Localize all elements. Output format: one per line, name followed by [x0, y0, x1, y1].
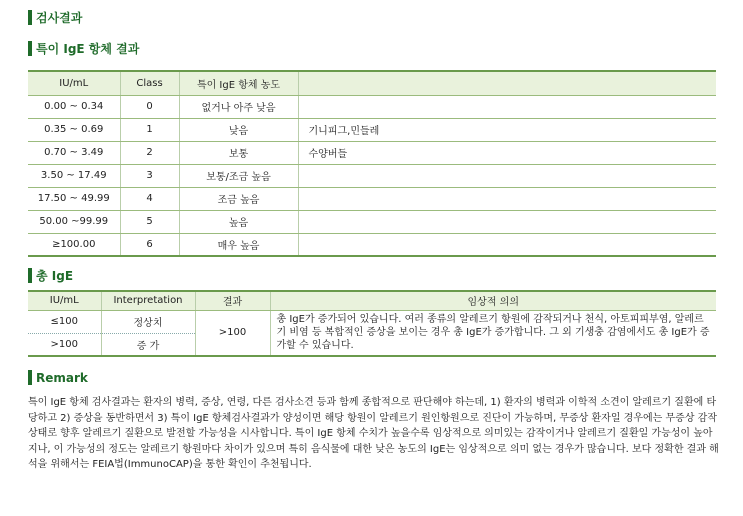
- cell-note: [298, 164, 716, 187]
- table-row: [28, 95, 716, 118]
- cell-level: 높음: [179, 210, 298, 233]
- cell-interpretation: 증 가: [101, 333, 195, 356]
- section-title: 특이 IgE 항체 결과: [36, 42, 140, 56]
- cell-level: 매우 높음: [179, 233, 298, 256]
- cell-note: 수양버들: [298, 141, 716, 164]
- cell-range: 0.35 ~ 0.69: [28, 118, 120, 141]
- cell-range: 0.70 ~ 3.49: [28, 141, 120, 164]
- cell-note: [298, 95, 716, 118]
- cell-note: [298, 233, 716, 256]
- cell-range: >100: [28, 333, 101, 356]
- cell-result: >100: [195, 310, 270, 356]
- heading-bar: [28, 268, 32, 283]
- heading-bar: [28, 10, 32, 25]
- cell-range: 50.00 ~99.99: [28, 210, 120, 233]
- cell-note: 기니피그,민들레: [298, 118, 716, 141]
- section-title: 총 IgE: [36, 269, 74, 283]
- cell-range: 17.50 ~ 49.99: [28, 187, 120, 210]
- section-title: Remark: [36, 370, 88, 385]
- cell-significance: 총 IgE가 증가되어 있습니다. 여러 종류의 알레르기 항원에 감작되거나 천식, 아토피피부염, 알레르기 비염 등 복합적인 증상을 보이는 경우 총 IgE가 증가합니다. 그 외 기생충 감염에서도 총 IgE가 증가할 수 있습니다.: [270, 310, 716, 356]
- col-header-level: 특이 IgE 항체 농도: [179, 71, 298, 95]
- col-header-note: [298, 71, 716, 95]
- cell-level: 낮음: [179, 118, 298, 141]
- table-row: [28, 118, 716, 141]
- table-row: [28, 210, 716, 233]
- total-ige-table: [28, 290, 716, 357]
- specific-ige-table: [28, 70, 716, 257]
- table-row: [28, 164, 716, 187]
- table-row: [28, 233, 716, 256]
- col-header-iu: IU/mL: [28, 291, 101, 310]
- cell-class: 2: [120, 141, 179, 164]
- cell-range: ≤100: [28, 310, 101, 333]
- cell-level: 없거나 아주 낮음: [179, 95, 298, 118]
- section-heading-specific-ige: [28, 40, 139, 57]
- section-heading-total-ige: [28, 267, 73, 284]
- cell-level: 보통/조금 높음: [179, 164, 298, 187]
- cell-class: 6: [120, 233, 179, 256]
- cell-range: ≥100.00: [28, 233, 120, 256]
- section-heading-result: [28, 9, 82, 26]
- section-heading-remark: [28, 370, 88, 385]
- cell-level: 보통: [179, 141, 298, 164]
- col-header-interpretation: Interpretation: [101, 291, 195, 310]
- cell-class: 1: [120, 118, 179, 141]
- cell-class: 0: [120, 95, 179, 118]
- heading-bar: [28, 370, 32, 385]
- col-header-result: 결과: [195, 291, 270, 310]
- table-header-row: [28, 71, 716, 95]
- cell-note: [298, 187, 716, 210]
- cell-range: 0.00 ~ 0.34: [28, 95, 120, 118]
- heading-bar: [28, 41, 32, 56]
- table-row: [28, 187, 716, 210]
- cell-interpretation: 정상치: [101, 310, 195, 333]
- col-header-significance: 임상적 의의: [270, 291, 716, 310]
- cell-class: 3: [120, 164, 179, 187]
- table-header-row: [28, 291, 716, 310]
- cell-range: 3.50 ~ 17.49: [28, 164, 120, 187]
- cell-class: 5: [120, 210, 179, 233]
- cell-note: [298, 210, 716, 233]
- table-row: [28, 141, 716, 164]
- section-title: 검사결과: [36, 11, 83, 25]
- cell-level: 조금 높음: [179, 187, 298, 210]
- col-header-class: Class: [120, 71, 179, 95]
- remark-text: 특이 IgE 항체 검사결과는 환자의 병력, 증상, 연령, 다른 검사소견 등과 함께 종합적으로 판단해야 하는데, 1) 환자의 병력과 이학적 소견이 알레르기 질환에 타당하고 2) 증상을 동반하면서 3) 특이 IgE 항체검사결과가 양성이면 해당 항원이 알레르기 원인항원으로 진단이 가능하며, 무증상 환자일 경우에는 무증상 감작상태로 향후 알레르기 질환으로 발전할 가능성을 시사합니다. 특이 IgE 항체 수치가 높을수록 임상적으로 의미있는 감작이거나 알레르기 질환일 가능성이 높아지나, 이 가능성의 정도는 알레르기 항원마다 차이가 있으며 특히 음식물에 대한 낮은 농도의 IgE는 임상적으로 의미 없는 경우가 많습니다. 보다 정확한 결과 해석을 위해서는 FEIA법(ImmunoCAP)을 통한 확인이 추천됩니다.: [28, 397, 719, 470]
- col-header-iu: IU/mL: [28, 71, 120, 95]
- table-row: [28, 310, 716, 333]
- cell-class: 4: [120, 187, 179, 210]
